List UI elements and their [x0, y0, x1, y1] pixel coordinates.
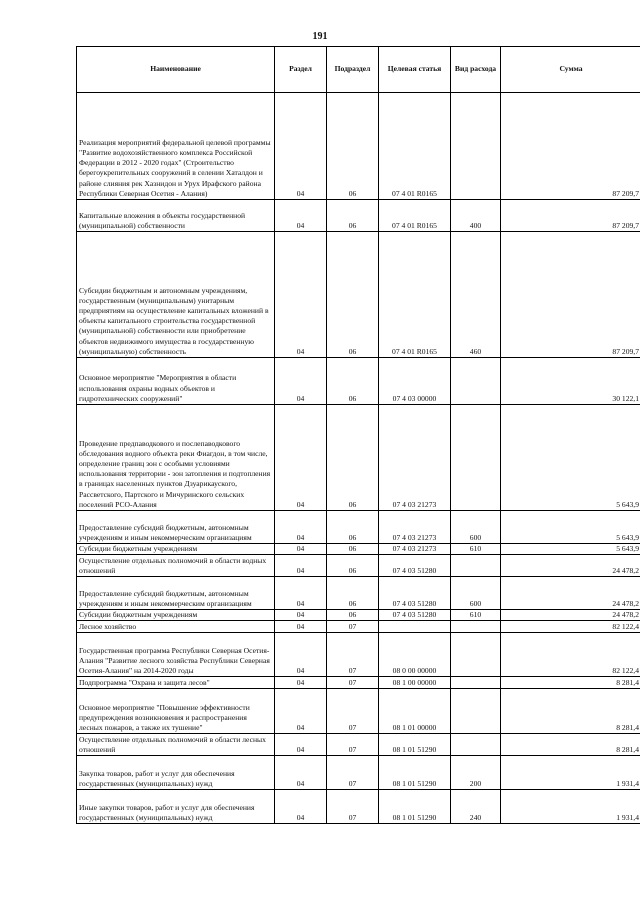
row-expense-type [451, 734, 501, 756]
row-sum: 87 209,7 [501, 232, 640, 358]
row-target: 07 4 03 21273 [379, 405, 451, 511]
row-name: Субсидии бюджетным учреждениям [77, 610, 275, 621]
row-expense-type [451, 621, 501, 633]
row-razdel: 04 [275, 511, 327, 544]
table-row [77, 511, 640, 544]
row-sum: 5 643,9 [501, 405, 640, 511]
row-sum: 87 209,7 [501, 200, 640, 232]
row-sum: 8 281,4 [501, 734, 640, 756]
table-row [77, 358, 640, 405]
row-sum: 30 122,1 [501, 358, 640, 405]
row-sum: 8 281,4 [501, 677, 640, 689]
row-target: 08 1 00 00000 [379, 677, 451, 689]
table-row [77, 790, 640, 824]
row-podrazdel: 07 [327, 633, 379, 677]
row-podrazdel: 06 [327, 610, 379, 621]
table-row [77, 577, 640, 610]
row-expense-type [451, 689, 501, 734]
row-name: Капитальные вложения в объекты государственной (муниципальной) собственности [77, 200, 275, 232]
row-name: Подпрограмма "Охрана и защита лесов" [77, 677, 275, 689]
row-razdel: 04 [275, 358, 327, 405]
row-podrazdel: 07 [327, 756, 379, 790]
row-expense-type: 240 [451, 790, 501, 824]
row-target: 08 0 00 00000 [379, 633, 451, 677]
row-sum: 24 478,2 [501, 610, 640, 621]
header-expense-type: Вид расхода [451, 47, 501, 93]
row-razdel: 04 [275, 93, 327, 200]
row-razdel: 04 [275, 621, 327, 633]
row-name: Государственная программа Республики Северная Осетия-Алания "Развитие лесного хозяйства Республики Северная Осетия-Алания" на 2014-2020 годы [77, 633, 275, 677]
row-razdel: 04 [275, 555, 327, 577]
table-row [77, 677, 640, 689]
table-row [77, 689, 640, 734]
row-podrazdel: 06 [327, 232, 379, 358]
table-row [77, 405, 640, 511]
row-target: 07 4 01 R0165 [379, 232, 451, 358]
table-row [77, 633, 640, 677]
row-podrazdel: 06 [327, 93, 379, 200]
row-name: Лесное хозяйство [77, 621, 275, 633]
row-name: Предоставление субсидий бюджетным, автономным учреждениям и иным некоммерческим организациям [77, 577, 275, 610]
table-row [77, 93, 640, 200]
table-row [77, 734, 640, 756]
page-number: 191 [312, 31, 328, 42]
header-name: Наименование [77, 47, 275, 93]
row-podrazdel: 06 [327, 200, 379, 232]
row-expense-type [451, 358, 501, 405]
row-podrazdel: 06 [327, 544, 379, 555]
row-razdel: 04 [275, 232, 327, 358]
table-header-row [77, 47, 640, 93]
row-podrazdel: 07 [327, 790, 379, 824]
row-expense-type: 460 [451, 232, 501, 358]
row-expense-type: 400 [451, 200, 501, 232]
row-podrazdel: 06 [327, 577, 379, 610]
row-target [379, 621, 451, 633]
row-target: 07 4 01 R0165 [379, 200, 451, 232]
row-name: Закупка товаров, работ и услуг для обеспечения государственных (муниципальных) нужд [77, 756, 275, 790]
row-target: 08 1 01 51290 [379, 790, 451, 824]
row-target: 08 1 01 00000 [379, 689, 451, 734]
header-razdel: Раздел [275, 47, 327, 93]
row-razdel: 04 [275, 200, 327, 232]
header-sum: Сумма [501, 47, 640, 93]
row-expense-type [451, 405, 501, 511]
row-podrazdel: 06 [327, 555, 379, 577]
row-podrazdel: 07 [327, 734, 379, 756]
table-row [77, 232, 640, 358]
row-expense-type: 610 [451, 610, 501, 621]
row-sum: 1 931,4 [501, 790, 640, 824]
row-target: 07 4 03 51280 [379, 577, 451, 610]
table-row [77, 610, 640, 621]
row-podrazdel: 07 [327, 621, 379, 633]
row-expense-type [451, 677, 501, 689]
row-podrazdel: 07 [327, 689, 379, 734]
row-razdel: 04 [275, 734, 327, 756]
table-row [77, 621, 640, 633]
table-row [77, 544, 640, 555]
row-name: Реализация мероприятий федеральной целевой программы "Развитие водохозяйственного комплекса Российской Федерации в 2012 - 2020 годах" (Строительство берегоукрепительных сооружений в селении Хаталдон и районе слияния рек Хазнидон и Урух Ирафского района Республики Северная Осетия - Алания) [77, 93, 275, 200]
budget-table [76, 46, 640, 824]
row-target: 07 4 03 00000 [379, 358, 451, 405]
header-target: Целевая статья [379, 47, 451, 93]
row-name: Иные закупки товаров, работ и услуг для обеспечения государственных (муниципальных) нужд [77, 790, 275, 824]
row-name: Субсидии бюджетным и автономным учреждениям, государственным (муниципальным) унитарным предприятиям на осуществление капитальных вложений в объекты капитального строительства государственной (муниципальной) собственности или приобретение объектов недвижимого имущества в государственную (муниципальную) собственность [77, 232, 275, 358]
row-sum: 8 281,4 [501, 689, 640, 734]
row-sum: 87 209,7 [501, 93, 640, 200]
row-podrazdel: 06 [327, 358, 379, 405]
row-razdel: 04 [275, 405, 327, 511]
row-podrazdel: 06 [327, 511, 379, 544]
row-expense-type [451, 633, 501, 677]
row-name: Проведение предпаводкового и послепаводкового обследования водного объекта реки Фиагдон, в том числе, определение границ зон с особыми условиями использования территории - зон затопления и подтопления в границах населенных пунктов Дзуарикауского, Рассветского, Партского и Мичуринского сельских поселений РСО-Алания [77, 405, 275, 511]
table-row [77, 555, 640, 577]
row-target: 07 4 03 21273 [379, 511, 451, 544]
row-sum: 5 643,9 [501, 544, 640, 555]
row-target: 07 4 01 R0165 [379, 93, 451, 200]
row-razdel: 04 [275, 677, 327, 689]
row-name: Основное мероприятие "Повышение эффективности предупреждения возникновения и распространения лесных пожаров, а также их тушение" [77, 689, 275, 734]
row-razdel: 04 [275, 577, 327, 610]
table-row [77, 756, 640, 790]
row-expense-type [451, 555, 501, 577]
row-expense-type [451, 93, 501, 200]
row-expense-type: 200 [451, 756, 501, 790]
row-podrazdel: 06 [327, 405, 379, 511]
table-row [77, 200, 640, 232]
row-razdel: 04 [275, 790, 327, 824]
row-target: 07 4 03 21273 [379, 544, 451, 555]
row-target: 07 4 03 51280 [379, 555, 451, 577]
row-target: 08 1 01 51290 [379, 734, 451, 756]
row-name: Осуществление отдельных полномочий в области водных отношений [77, 555, 275, 577]
row-target: 07 4 03 51280 [379, 610, 451, 621]
row-expense-type: 610 [451, 544, 501, 555]
row-target: 08 1 01 51290 [379, 756, 451, 790]
row-expense-type: 600 [451, 511, 501, 544]
row-sum: 5 643,9 [501, 511, 640, 544]
row-expense-type: 600 [451, 577, 501, 610]
row-razdel: 04 [275, 610, 327, 621]
row-razdel: 04 [275, 756, 327, 790]
row-name: Основное мероприятие "Мероприятия в области использования охраны водных объектов и гидротехнических сооружений" [77, 358, 275, 405]
row-razdel: 04 [275, 544, 327, 555]
row-razdel: 04 [275, 633, 327, 677]
row-razdel: 04 [275, 689, 327, 734]
row-sum: 1 931,4 [501, 756, 640, 790]
row-name: Осуществление отдельных полномочий в области лесных отношений [77, 734, 275, 756]
row-sum: 82 122,4 [501, 621, 640, 633]
row-sum: 24 478,2 [501, 577, 640, 610]
header-podrazdel: Подраздел [327, 47, 379, 93]
row-sum: 24 478,2 [501, 555, 640, 577]
row-name: Предоставление субсидий бюджетным, автономным учреждениям и иным некоммерческим организациям [77, 511, 275, 544]
row-podrazdel: 07 [327, 677, 379, 689]
row-sum: 82 122,4 [501, 633, 640, 677]
row-name: Субсидии бюджетным учреждениям [77, 544, 275, 555]
